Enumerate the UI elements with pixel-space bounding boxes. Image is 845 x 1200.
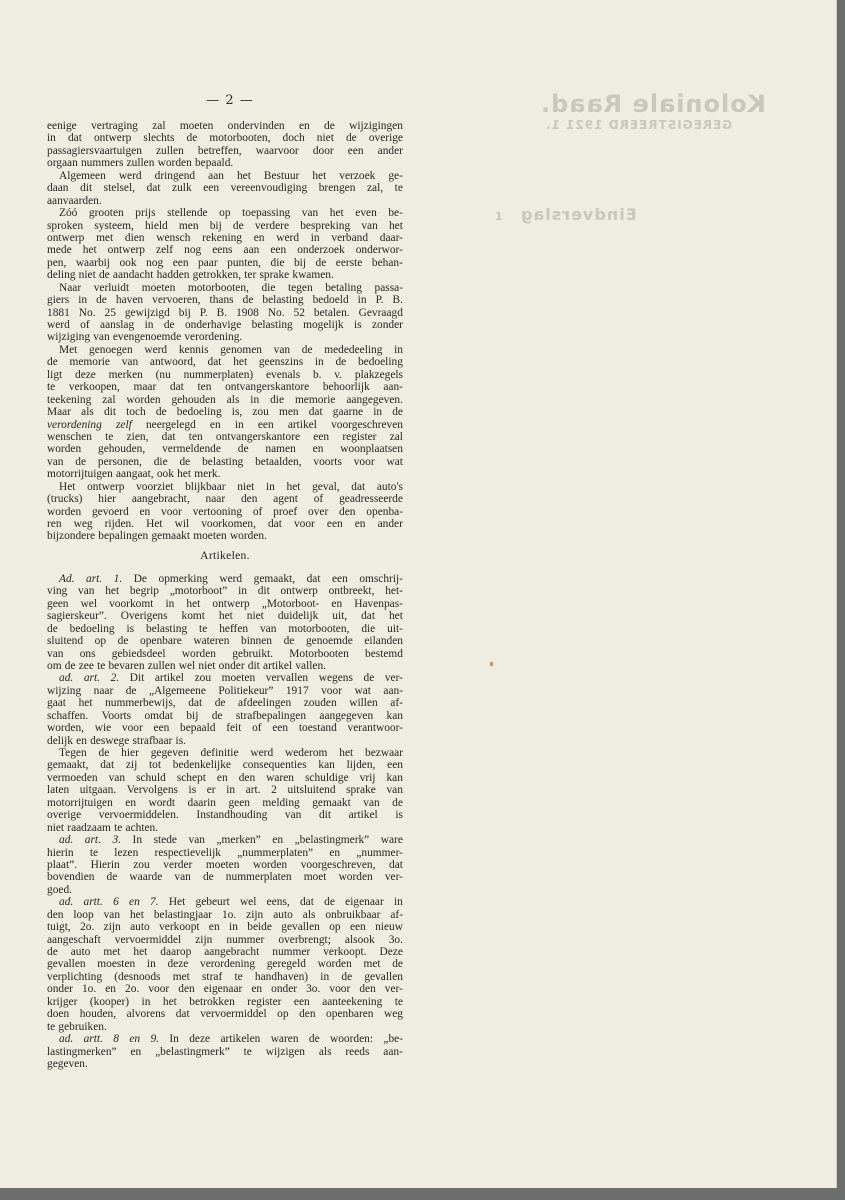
text-line: van ons gebiedsdeel worden gebruikt. Motorbooten bestemd	[47, 647, 403, 660]
text-line: aanvaarden.	[47, 194, 102, 207]
text-line: giers in de haven vervoeren, thans de belasting bedoeld in P. B.	[47, 294, 403, 307]
text-line: aangeschaft vervoermiddel zijn nummer overbrengt; alsook 3o.	[47, 933, 403, 946]
text-line: Naar verluidt moeten motorbooten, die tegen betaling passa-	[59, 281, 403, 294]
text-line: motorrijtuigen aangaat, ook het merk.	[47, 468, 221, 481]
text-line: vermoeden van schuld schept en den waren schuldige vrij kan	[47, 771, 403, 784]
text-line: worden gevoerd en voor vertooning of proef over den openba-	[47, 505, 403, 518]
text-line: plaat”. Hierin zou verder moeten worden voorgeschreven, dat	[47, 858, 403, 871]
text-line: sluitend op de openbare wateren binnen de genoemde eilanden	[47, 635, 403, 648]
text-line: passagiersvaartuigen zullen betreffen, waarvoor door een ander	[47, 144, 403, 157]
text-line: worden gehouden, vermeldende de namen en woonplaatsen	[47, 443, 403, 456]
registration-stamp-date: GEREGISTREERD 1921 1.	[545, 118, 733, 132]
text-line: schaffen. Voorts omdat bij de strafbepalingen aangegeven kan	[47, 709, 403, 722]
text-line: motorrijtuigen en wordt daarin geen melding gemaakt van de	[47, 796, 403, 809]
text-line: werd of aanslag in de onderhavige belasting mogelijk is zonder	[47, 319, 403, 331]
text-line: om de zee te bevaren zullen wel niet onder dit artikel vallen.	[47, 659, 326, 672]
body-text	[47, 120, 403, 1070]
text-line: sagierskeur”. Overigens komt het niet duidelijk uit, dat het	[47, 610, 403, 623]
text-line: mede het ontwerp zelf nog eens aan een onderzoek onderwor-	[47, 244, 403, 257]
text-line: krijger (kooper) in het betrokken register een aanteekening te	[47, 995, 403, 1008]
text-line: Met genoegen werd kennis genomen van de mededeeling in	[59, 343, 403, 356]
text-line: Zóó grooten prijs stellende op toepassing van het even be-	[59, 207, 403, 220]
text-line: Het ontwerp voorziet blijkbaar niet in het geval, dat auto's	[59, 480, 403, 493]
text-line: Tegen de hier gegeven definitie werd wederom het bezwaar	[59, 747, 403, 759]
text-line: delijk en deswege strafbaar is.	[47, 734, 186, 747]
text-line: orgaan nummers zullen worden bepaald.	[47, 157, 234, 170]
text-line: den loop van het belastingjaar 1o. zijn auto als onbruikbaar af-	[47, 908, 403, 921]
text-line: van de personen, die de belasting betaalden, voorts voor wat	[47, 455, 403, 468]
text-line: teekening zal worden gehouden als in die memorie aangegeven.	[47, 393, 403, 406]
text-line: daan dit stelsel, dat zulk een vereenvoudiging brengen zal, te	[47, 182, 403, 195]
text-line: gevallen moesten in deze verordening geregeld worden met de	[47, 958, 403, 971]
text-line: gemaakt, dat zij tot bedenkelijke consequenties kan lijden, een	[47, 759, 403, 772]
section-heading: Artikelen.	[200, 548, 250, 562]
text-line: wenschen te zien, dat ten ontvangerskantore een register zal	[47, 430, 403, 443]
text-line: de auto met het daarop aangebracht nummer verkoopt. Deze	[47, 946, 403, 958]
text-line: lastingmerken” en „belastingmerk” te wijzigen als reeds aan-	[47, 1045, 403, 1058]
text-line: 1881 No. 25 gewijzigd bij P. B. 1908 No. 52 betalen. Gevraagd	[47, 306, 403, 319]
text-line: geen wel voorkomt in het ontwerp „Motorboot- en Havenpas-	[47, 597, 403, 610]
text-line: goed.	[47, 883, 72, 896]
text-line: hierin te lezen respectievelijk „nummerplaten” en „nummer-	[47, 846, 403, 859]
text-line: wijzing naar de „Algemeene Politiekeur” 1917 voor wat aan-	[47, 684, 403, 697]
text-line: pen, waarbij ook nog een paar punten, die bij de eerste behan-	[47, 256, 403, 269]
stamp-mark: 1	[495, 210, 503, 223]
text-line: doen houden, alvorens dat vervoermiddel op den openbaren weg	[47, 1008, 403, 1021]
text-line: niet raadzaam te achten.	[47, 821, 159, 834]
registration-stamp: Koloniale Raad.	[540, 90, 766, 118]
text-line: Ad. art. 1. De opmerking werd gemaakt, dat een omschrij-	[59, 572, 403, 585]
text-line: de memorie van antwoord, dat het geenszins in de bedoeling	[47, 356, 403, 369]
page-number: — 2 —	[206, 93, 254, 108]
ink-spot	[490, 662, 493, 666]
text-line: ad. artt. 8 en 9. In deze artikelen waren de woorden: „be-	[59, 1033, 403, 1046]
text-line: de bedoeling is belasting te heffen van motorbooten, die uit-	[47, 622, 403, 635]
text-line: ving van het begrip „motorboot” in dit ontwerp ontbreekt, het-	[47, 585, 403, 598]
text-line: worden, wie voor een bepaald feit of een toestand verantwoor-	[47, 722, 403, 735]
text-line: gaat het nummerbewijs, dat de afdeelingen zouden willen af-	[47, 697, 403, 710]
text-line: gegeven.	[47, 1057, 88, 1070]
text-line: sproken systeem, hield men bij de verdere bespreking van het	[47, 219, 403, 232]
text-line: bovendien de waarde van de nummerplaten moet worden ver-	[47, 871, 403, 884]
text-line: bijzondere bepalingen gemaakt moeten worden.	[47, 530, 267, 543]
text-line: ligt deze merken (nu nummerplaten) evenals b. v. plakzegels	[47, 368, 403, 381]
text-line: ontwerp met dien wensch rekening en werd in verband daar-	[47, 231, 403, 244]
text-line: ad. art. 2. Dit artikel zou moeten vervallen wegens de ver-	[59, 672, 403, 685]
paragraphs-general	[47, 120, 403, 543]
text-line: ren weg rijden. Het wil voorkomen, dat voor een en ander	[47, 518, 403, 530]
text-line: deling niet de aandacht hadden getrokken, ter sprake kwamen.	[47, 269, 334, 282]
text-line: ad. art. 3. In stede van „merken” en „belastingmerk” ware	[59, 834, 403, 847]
paragraphs-articles	[47, 573, 403, 1071]
text-line: overige vervoermiddelen. Instandhouding van dit artikel is	[47, 809, 403, 822]
text-line: in dat ontwerp slechts de motorbooten, doch niet de overige	[47, 132, 403, 145]
text-line: te gebruiken.	[47, 1020, 107, 1033]
text-line: Algemeen werd dringend aan het Bestuur het verzoek ge-	[59, 169, 403, 182]
text-line: tuigt, 2o. zijn auto verkoopt en in beide gevallen op een nieuw	[47, 921, 403, 934]
text-line: te verkoopen, maar dat ten ontvangerskantore behoorlijk aan-	[47, 381, 403, 394]
text-line: wijziging van evengenoemde verordening.	[47, 331, 243, 344]
text-line: verordening zelf neergelegd en in een artikel voorgeschreven	[47, 418, 403, 431]
text-line: eenige vertraging zal moeten ondervinden en de wijzigingen	[47, 120, 403, 132]
text-line: Maar als dit toch de bedoeling is, zou men dat gaarne in de	[47, 406, 403, 419]
text-line: onder 1o. en 2o. voor den eigenaar en onder 3o. voor den ver-	[47, 983, 403, 996]
text-line: ad. artt. 6 en 7. Het gebeurt wel eens, dat de eigenaar in	[59, 896, 403, 909]
registration-stamp-title: Eindverslag	[520, 205, 637, 224]
text-line: laten uitgaan. Vervolgens is er in art. 2 uitsluitend sprake van	[47, 784, 403, 797]
text-line: (trucks) hier aangebracht, naar den agent of geadresseerde	[47, 493, 403, 506]
text-line: verplichting (desnoods met straf te handhaven) in de gevallen	[47, 970, 403, 983]
